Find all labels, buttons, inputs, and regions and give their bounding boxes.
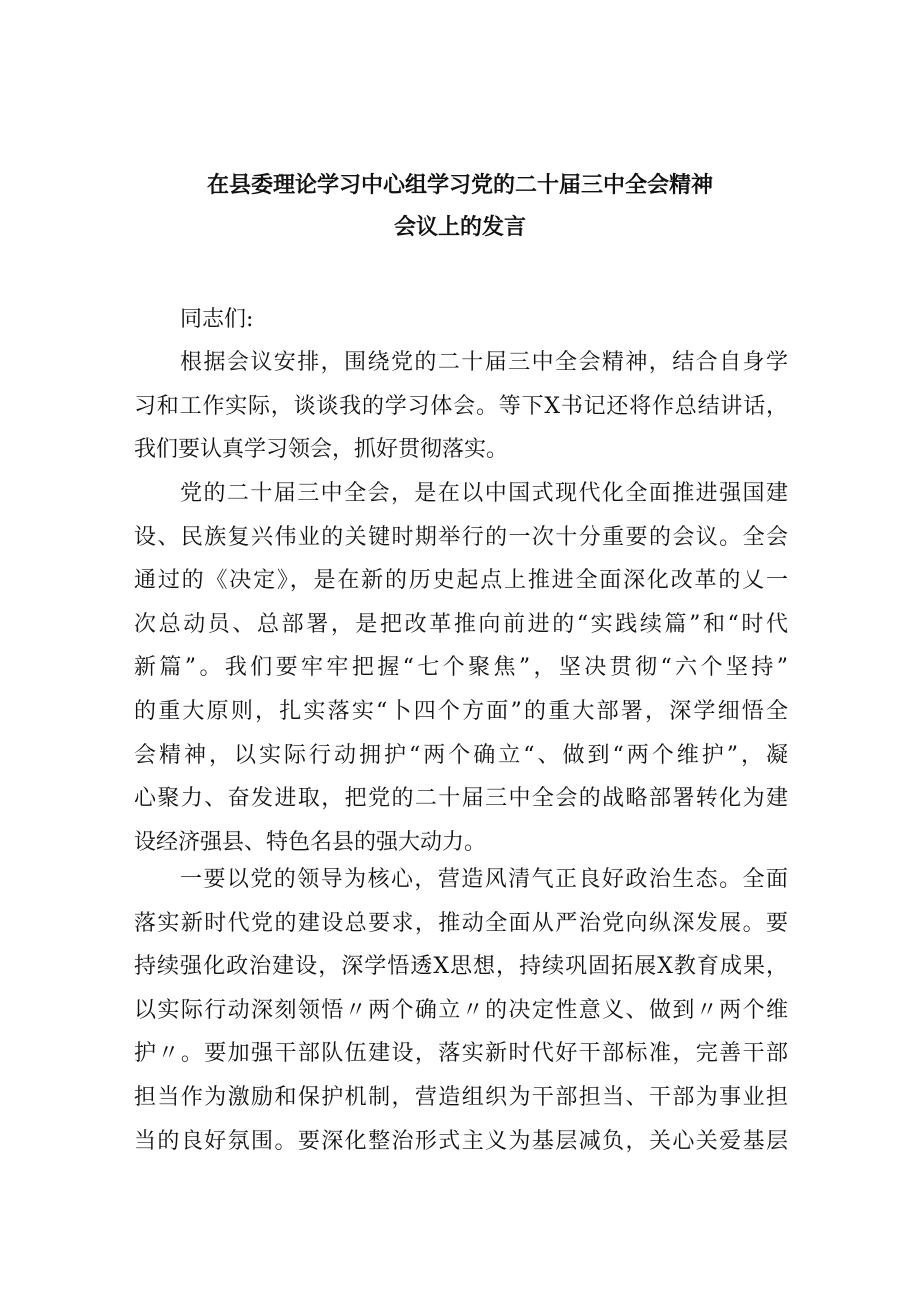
paragraph-line: 设、民族复兴伟业的关键时期举行的一次十分重要的会议。全会 xyxy=(134,524,788,550)
paragraph-line: 一要以党的领导为核心，营造风清气正良好政治生态。全面 xyxy=(180,867,788,892)
greeting: 同志们: xyxy=(180,307,254,332)
paragraph-line: 担当作为激励和保护机制，营造组织为干部担当、干部为事业担 xyxy=(134,1084,788,1110)
paragraph-line: 当的良好氛围。要深化整治形式主义为基层减负，关心关爱基层 xyxy=(134,1128,788,1154)
paragraph-line: 习和工作实际，谈谈我的学习体会。等下X书记还将作总结讲话， xyxy=(134,393,788,419)
paragraph-line: 持续强化政治建设，深学悟透X思想，持续巩固拓展X教育成果， xyxy=(134,954,788,980)
paragraph-line: 的重大原则，扎实落实“卜四个方面”的重大部署，深学细悟全 xyxy=(134,698,788,724)
paragraph-line: 会精神，以实际行动拥护“两个确立“、做到“两个维护”，凝 xyxy=(134,742,788,768)
paragraph-2 xyxy=(134,472,788,864)
paragraph-line: 心聚力、奋发进取，把党的二十届三中全会的战略部署转化为建 xyxy=(134,786,788,812)
paragraph-line: 我们要认真学习领会，抓好贯彻落实。 xyxy=(134,437,509,463)
paragraph-line: 新篇”。我们要牢牢把握“七个聚焦”，坚决贯彻“六个坚持” xyxy=(134,655,788,681)
paragraph-line: 党的二十届三中全会，是在以中国式现代化全面推进强国建 xyxy=(180,481,788,506)
paragraph-line: 根据会议安排，围绕党的二十届三中全会精神，结合自身学 xyxy=(180,350,788,375)
paragraph-line: 以实际行动深刻领悟〃两个确立〃的决定性意义、做到〃两个维 xyxy=(134,997,788,1023)
paragraph-line: 护〃。要加强干部队伍建设，落实新时代好干部标准，完善干部 xyxy=(134,1041,788,1067)
paragraph-line: 通过的《决定》，是在新的历史起点上推进全面深化改革的乂一 xyxy=(134,568,788,594)
paragraph-line: 设经济强县、特色名县的强大动力。 xyxy=(134,829,487,855)
paragraph-3 xyxy=(134,858,788,1163)
document-title-line-1: 在县委理论学习中心组学习党的二十届三中全会精神 xyxy=(206,173,713,198)
paragraph-line: 次总动员、总部署，是把改革推向前进的“实践续篇”和“时代 xyxy=(134,611,788,637)
paragraph-line: 落实新时代党的建设总要求，推动全面从严治党向纵深发展。要 xyxy=(134,910,788,936)
paragraph-1 xyxy=(134,341,788,472)
document-title-line-2: 会议上的发言 xyxy=(393,215,526,240)
